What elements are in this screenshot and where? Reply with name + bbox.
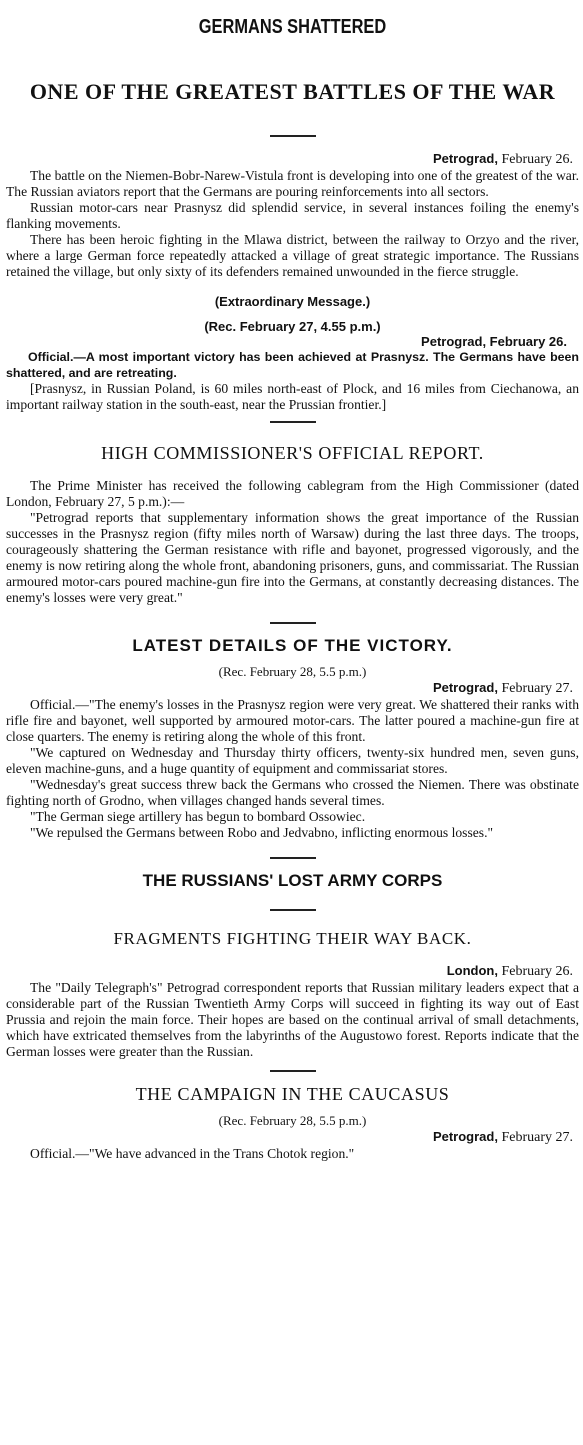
dateline-place: London, bbox=[446, 963, 498, 978]
headline-main: ONE OF THE GREATEST BATTLES OF THE WAR bbox=[29, 79, 556, 104]
article-paragraph: There has been heroic fighting in the Mlawa district, between the railway to Orzyo and the river, where a large German force repeatedly attacked a village of great strategic importance. The Russians retained the village, but only sixty of its defenders remained unwounded in the fierce struggle. bbox=[6, 232, 579, 279]
dateline-date: February 27. bbox=[501, 681, 573, 696]
dateline bbox=[6, 680, 579, 697]
dateline-date: February 27. bbox=[501, 1130, 573, 1145]
section-heading: HIGH COMMISSIONER'S OFFICIAL REPORT. bbox=[101, 443, 484, 463]
received-note: (Rec. February 27, 4.55 p.m.) bbox=[204, 319, 381, 334]
section-subheading: FRAGMENTS FIGHTING THEIR WAY BACK. bbox=[113, 929, 472, 948]
section-heading: THE CAMPAIGN IN THE CAUCASUS bbox=[135, 1084, 450, 1104]
article-paragraph: "The German siege artillery has begun to bombard Ossowiec. bbox=[30, 809, 366, 824]
headline-top: GERMANS SHATTERED bbox=[198, 16, 387, 38]
divider-rule bbox=[270, 622, 316, 624]
article-paragraph: "Petrograd reports that supplementary information shows the great importance of the Russian successes in the Prasnysz region (fifty miles north of Warsaw) during the last three days. The troops, courageously shattering the German resistance with rifle and bayonet, progressed vigorously, and the enemy is now retiring along the whole front, abandoning prisoners, guns, and commissariat. The Russian armoured motor-cars poured machine-gun fire into the Germans, at constantly decreasing distances. The enemy's losses were very great." bbox=[6, 510, 579, 605]
received-note: (Rec. February 28, 5.5 p.m.) bbox=[218, 1113, 367, 1128]
divider-rule bbox=[270, 909, 316, 911]
divider-rule bbox=[270, 421, 316, 423]
dateline-place: Petrograd, bbox=[432, 1129, 498, 1144]
dateline: Petrograd, February 26. bbox=[421, 334, 567, 349]
dateline-date: February 26. bbox=[501, 964, 573, 979]
dateline-place: Petrograd, bbox=[432, 680, 498, 695]
dateline bbox=[6, 1129, 579, 1146]
section-heading: LATEST DETAILS OF THE VICTORY. bbox=[132, 636, 453, 655]
editor-note: [Prasnysz, in Russian Poland, is 60 miles north-east of Plock, and 16 miles from Ciechanowa, an important railway station in the south-east, near the Prussian frontier.] bbox=[6, 381, 579, 412]
official-statement: Official.—A most important victory has been achieved at Prasnysz. The Germans have been shattered, and are retreating. bbox=[6, 350, 579, 380]
article-paragraph: Official.—"The enemy's losses in the Prasnysz region were very great. We shattered their ranks with rifle fire and bayonet, well supported by armoured motor-cars. The latter poured a machine-gun fire at close quarters. The enemy is retiring along the whole of this front. bbox=[6, 697, 579, 744]
dateline-place: Petrograd, bbox=[432, 151, 498, 166]
article-paragraph: Russian motor-cars near Prasnysz did splendid service, in several instances foiling the enemy's flanking movements. bbox=[6, 200, 579, 231]
divider-rule bbox=[270, 135, 316, 137]
article-paragraph: The Prime Minister has received the following cablegram from the High Commissioner (dated London, February 27, 5 p.m.):— bbox=[6, 478, 579, 509]
article-paragraph: The "Daily Telegraph's" Petrograd correspondent reports that Russian military leaders expect that a considerable part of the Russian Twentieth Army Corps will succeed in fighting its way out of East Prussia and rejoin the main force. Their hopes are based on the continual arrival of small detachments, which have extricated themselves from the labyrinths of the Augustowo forest. Reports indicate that the German losses were greater than the Russian. bbox=[6, 980, 579, 1059]
received-note: (Rec. February 28, 5.5 p.m.) bbox=[218, 664, 367, 679]
article-paragraph: "We repulsed the Germans between Robo and Jedvabno, inflicting enormous losses." bbox=[30, 825, 494, 840]
extraordinary-heading: (Extraordinary Message.) bbox=[214, 294, 371, 309]
dateline-date: February 26. bbox=[501, 152, 573, 167]
section-heading: THE RUSSIANS' LOST ARMY CORPS bbox=[142, 871, 443, 890]
article-paragraph: The battle on the Niemen-Bobr-Narew-Vistula front is developing into one of the greatest of the war. The Russian aviators report that the Germans are pouring reinforcements into all sectors. bbox=[6, 168, 579, 199]
divider-rule bbox=[270, 1070, 316, 1072]
divider-rule bbox=[270, 857, 316, 859]
article-paragraph: "We captured on Wednesday and Thursday thirty officers, twenty-six hundred men, seven guns, eleven machine-guns, and a huge quantity of equipment and commissariat stores. bbox=[6, 745, 579, 776]
article-paragraph: "Wednesday's great success threw back the Germans who crossed the Niemen. There was obstinate fighting north of Grodno, when villages changed hands several times. bbox=[6, 777, 579, 808]
dateline bbox=[6, 151, 579, 168]
article-paragraph: Official.—"We have advanced in the Trans Chotok region." bbox=[30, 1146, 355, 1161]
dateline bbox=[6, 963, 579, 980]
